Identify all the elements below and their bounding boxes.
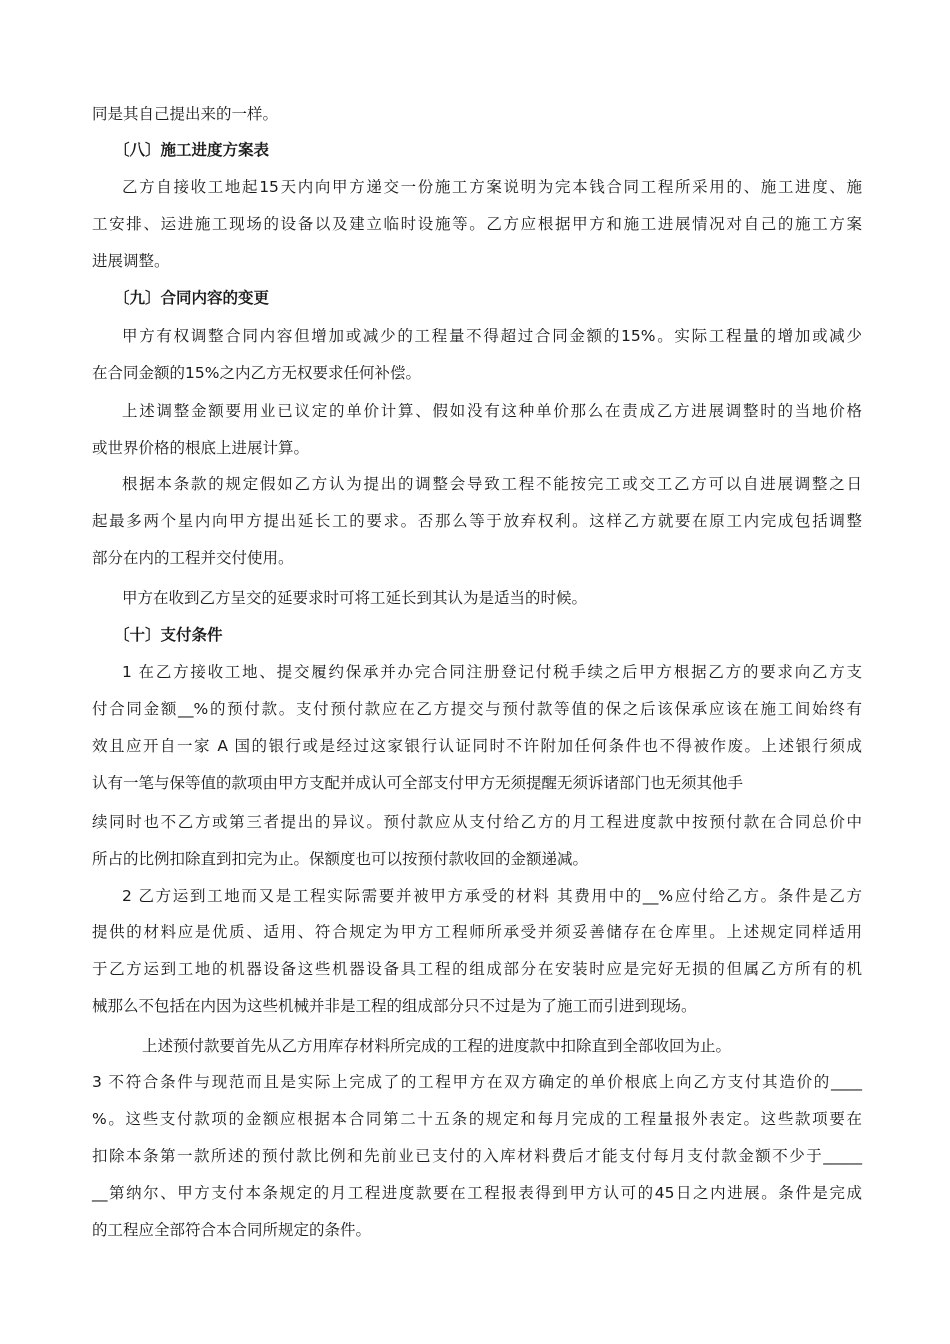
text-line: 在合同金额的15%之内乙方无权要求任何补偿。 [92,364,421,382]
text-line: 同是其自己提出来的一样。 [92,105,279,123]
text-line: 扣除本条第一款所述的预付款比例和先前业已支付的入库材料费后才能支付每月支付款金额不少于_____ [92,1147,862,1165]
text-line: 于乙方运到工地的机器设备这些机器设备具工程的组成部分在安装时应是完好无损的但属乙方所有的机 [92,960,862,978]
text-line: 付合同金额__%的预付款。支付预付款应在乙方提交与预付款等值的保之后该保承应该在施工间始终有 [92,700,862,718]
text-line: __第纳尔、甲方支付本条规定的月工程进度款要在工程报表得到甲方认可的45日之内进展。条件是完成 [92,1184,862,1202]
text-line: 部分在内的工程并交付使用。 [92,549,294,567]
text-line: 效且应开自一家 A 国的银行或是经过这家银行认证同时不许附加任何条件也不得被作废。上述银行须成 [92,737,862,755]
text-line: 起最多两个星内向甲方提出延长工的要求。否那么等于放弃权利。这样乙方就要在原工内完成包括调整 [92,512,862,530]
text-line: 上述预付款要首先从乙方用库存材料所完成的工程的进度款中扣除直到全部收回为止。 [142,1037,732,1055]
section-heading-8: 〔八〕施工进度方案表 [114,141,270,159]
text-line: 2 乙方运到工地而又是工程实际需要并被甲方承受的材料 其费用中的__%应付给乙方。条件是乙方 [122,887,862,905]
text-line: 乙方自接收工地起15天内向甲方递交一份施工方案说明为完本钱合同工程所采用的、施工进度、施 [122,178,862,196]
text-line: 提供的材料应是优质、适用、符合规定为甲方工程师所承受并须妥善储存在仓库里。上述规定同样适用 [92,923,862,941]
text-line: 根据本条款的规定假如乙方认为提出的调整会导致工程不能按完工或交工乙方可以自进展调整之日 [122,475,862,493]
section-heading-10: 〔十〕支付条件 [114,626,223,644]
text-line: 续同时也不乙方或第三者提出的异议。预付款应从支付给乙方的月工程进度款中按预付款在合同总价中 [92,813,862,831]
text-line: 1 在乙方接收工地、提交履约保承并办完合同注册登记付税手续之后甲方根据乙方的要求向乙方支 [122,663,862,681]
text-line: 械那么不包括在内因为这些机械并非是工程的组成部分只不过是为了施工而引进到现场。 [92,997,697,1015]
text-line: 工安排、运进施工现场的设备以及建立临时设施等。乙方应根据甲方和施工进展情况对自己的施工方案 [92,215,862,233]
text-line: 的工程应全部符合本合同所规定的条件。 [92,1221,372,1239]
text-line: 上述调整金额要用业已议定的单价计算、假如没有这种单价那么在责成乙方进展调整时的当地价格 [122,402,862,420]
text-line: 甲方在收到乙方呈交的延要求时可将工延长到其认为是适当的时候。 [122,589,588,607]
text-line: 进展调整。 [92,252,170,270]
text-line: 所占的比例扣除直到扣完为止。保额度也可以按预付款收回的金额递减。 [92,850,589,868]
text-line: %。这些支付款项的金额应根据本合同第二十五条的规定和每月完成的工程量报外表定。这些款项要在 [92,1110,862,1128]
section-heading-9: 〔九〕合同内容的变更 [114,289,270,307]
text-line: 或世界价格的根底上进展计算。 [92,439,310,457]
text-line: 甲方有权调整合同内容但增加或减少的工程量不得超过合同金额的15%。实际工程量的增加或减少 [122,327,862,345]
text-line: 3 不符合条件与现范而且是实际上完成了的工程甲方在双方确定的单价根底上向乙方支付其造价的____ [92,1073,862,1091]
text-line: 认有一笔与保等值的款项由甲方支配并成认可全部支付甲方无须提醒无须诉诸部门也无须其他手 [92,774,744,792]
